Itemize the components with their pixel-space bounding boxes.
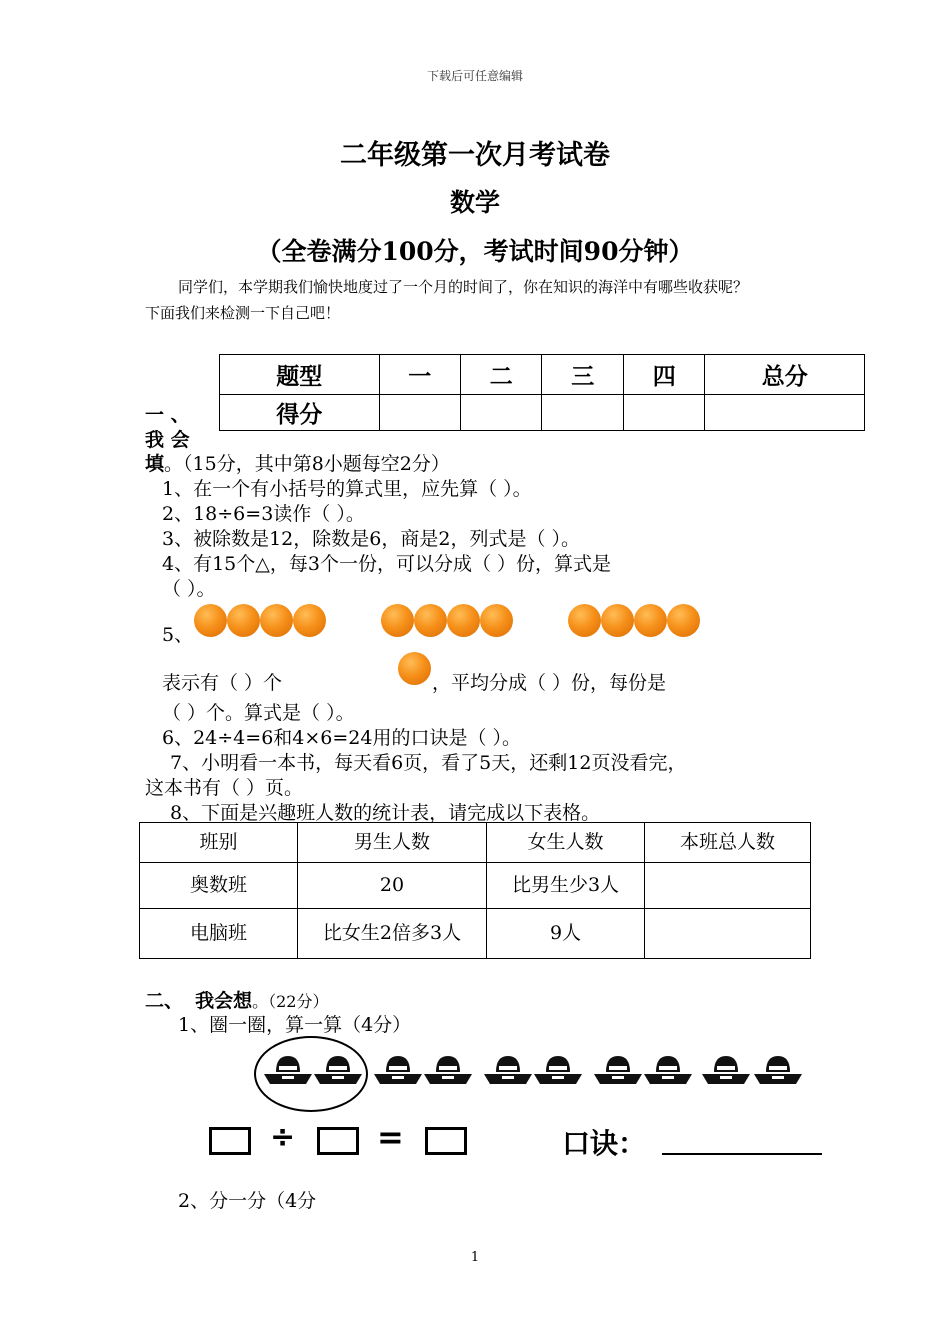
stat-cell: 比女生2倍多3人 <box>298 909 487 959</box>
score-cell <box>705 395 865 431</box>
stat-cell: 比男生少3人 <box>487 863 645 909</box>
score-header-4: 四 <box>623 355 704 395</box>
exam-title: 二年级第一次月考试卷 <box>340 140 610 171</box>
section2-heading-suffix: 。（22分） <box>252 992 329 1011</box>
counting-object-icon <box>642 1052 694 1092</box>
question-2-2: 2、分一分（4分 <box>178 1190 317 1212</box>
stat-cell: 9人 <box>487 909 645 959</box>
question-1-2: 2、18÷6=3读作（ ）。 <box>162 503 365 525</box>
section1-heading-line <box>145 449 450 476</box>
question-1-7b: 这本书有（ ）页。 <box>145 777 304 799</box>
score-header-3: 三 <box>542 355 623 395</box>
orange-icon <box>398 652 431 685</box>
score-header-1: 一 <box>379 355 460 395</box>
score-cell <box>379 395 460 431</box>
page-number: 1 <box>470 1250 480 1265</box>
question-1-5b: （ ）个。算式是（ ）。 <box>162 702 355 724</box>
section2-heading-title: 我会想 <box>195 990 253 1012</box>
question-2-1: 1、圈一圈，算一算（4分） <box>178 1014 412 1036</box>
question-1-4b: （ ）。 <box>162 578 216 600</box>
section1-heading-b: 我 会 <box>145 429 190 451</box>
intro-line-1: 同学们，本学期我们愉快地度过了一个月的时间了，你在知识的海洋中有哪些收获呢？ <box>178 278 749 296</box>
counting-object-icon <box>372 1052 424 1092</box>
stat-header-total: 本班总人数 <box>645 823 811 863</box>
score-cell <box>542 395 623 431</box>
orange-icon <box>447 604 480 637</box>
koujue-answer-line <box>662 1153 822 1155</box>
intro-line-2: 下面我们来检测一下自己吧！ <box>145 304 341 322</box>
section1-heading-c: 填 <box>145 453 165 475</box>
counting-object-icon <box>592 1052 644 1092</box>
stat-header-boys: 男生人数 <box>298 823 487 863</box>
question-1-8: 8、下面是兴趣班人数的统计表，请完成以下表格。 <box>170 802 601 824</box>
score-table <box>219 354 865 431</box>
orange-icon <box>381 604 414 637</box>
stat-cell: 电脑班 <box>140 909 298 959</box>
stat-cell: 20 <box>298 863 487 909</box>
section2-heading-num: 二、 <box>145 990 184 1012</box>
orange-icon <box>480 604 513 637</box>
counting-object-icon <box>752 1052 804 1092</box>
section2-heading <box>145 986 329 1013</box>
koujue-label: 口诀： <box>562 1127 647 1160</box>
orange-icon <box>260 604 293 637</box>
question-1-4a: 4、有15个△，每3个一份，可以分成（ ）份，算式是 <box>162 553 612 575</box>
header-note: 下载后可任意编辑 <box>426 69 523 83</box>
equals-sign: = <box>377 1118 404 1156</box>
answer-box-2 <box>317 1127 359 1155</box>
orange-icon <box>601 604 634 637</box>
counting-object-icon <box>312 1052 364 1092</box>
stat-header-girls: 女生人数 <box>487 823 645 863</box>
question-1-5a-pre: 表示有（ ）个 <box>162 672 283 694</box>
score-cell <box>461 395 542 431</box>
question-1-3: 3、被除数是12，除数是6，商是2，列式是（ ）。 <box>162 528 580 550</box>
question-1-5a-post: ，平均分成（ ）份，每份是 <box>432 672 667 694</box>
counting-object-icon <box>700 1052 752 1092</box>
stat-header-class: 班别 <box>140 823 298 863</box>
orange-icon <box>194 604 227 637</box>
score-cell <box>623 395 704 431</box>
score-row-label: 得分 <box>220 395 380 431</box>
answer-box-1 <box>209 1127 251 1155</box>
section1-heading-a: 一 、 <box>145 404 190 426</box>
score-header-type: 题型 <box>220 355 380 395</box>
section1-heading-suffix: 。（15分，其中第8小题每空2分） <box>164 453 450 475</box>
subject-title: 数学 <box>449 188 500 217</box>
counting-object-icon <box>422 1052 474 1092</box>
orange-icon <box>667 604 700 637</box>
score-info: （全卷满分100分，考试时间90分钟） <box>256 237 694 266</box>
interest-class-table <box>139 822 811 959</box>
question-1-6: 6、24÷4=6和4×6=24用的口诀是（ ）。 <box>162 727 522 749</box>
orange-icon <box>634 604 667 637</box>
orange-icon <box>227 604 260 637</box>
counting-object-icon <box>482 1052 534 1092</box>
question-1-1: 1、在一个有小括号的算式里，应先算（ ）。 <box>162 478 532 500</box>
orange-icon <box>414 604 447 637</box>
answer-box-3 <box>425 1127 467 1155</box>
counting-object-icon <box>532 1052 584 1092</box>
question-1-7a: 7、小明看一本书，每天看6页，看了5天，还剩12页没看完， <box>170 752 687 774</box>
stat-cell <box>645 863 811 909</box>
stat-cell <box>645 909 811 959</box>
score-header-total: 总分 <box>705 355 865 395</box>
orange-icon <box>568 604 601 637</box>
stat-cell: 奥数班 <box>140 863 298 909</box>
orange-icon <box>293 604 326 637</box>
divide-sign: ÷ <box>270 1120 296 1155</box>
score-header-2: 二 <box>461 355 542 395</box>
counting-object-icon <box>262 1052 314 1092</box>
question-1-5-number: 5、 <box>162 624 194 646</box>
